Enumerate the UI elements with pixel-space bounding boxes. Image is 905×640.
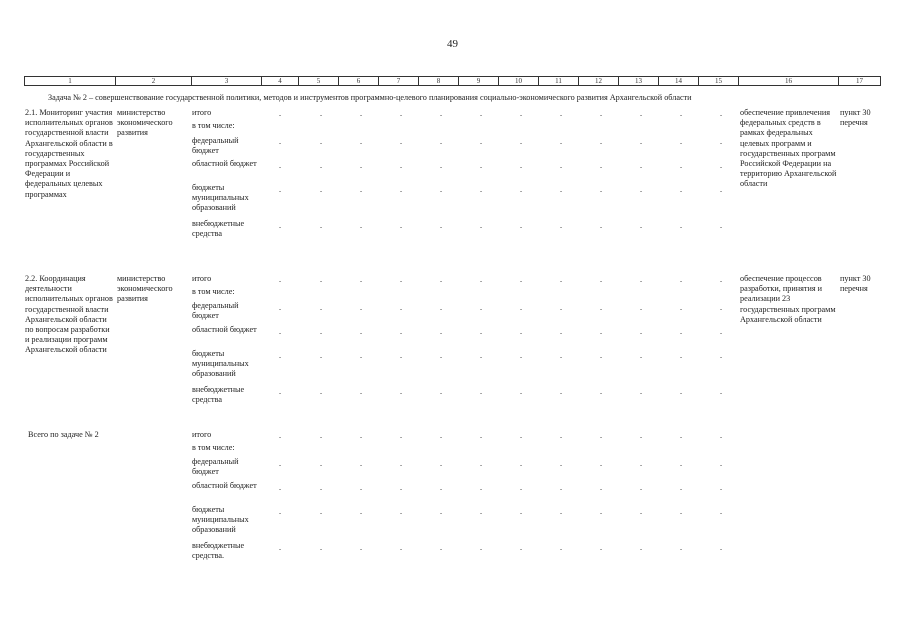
column-number-2: 2 — [116, 77, 192, 86]
source-municipal: бюджеты муниципальных образований — [192, 183, 249, 213]
empty-value-dash: - — [519, 389, 523, 397]
empty-value-dash: - — [399, 353, 403, 361]
empty-value-dash: - — [479, 223, 483, 231]
empty-value-dash: - — [599, 509, 603, 517]
empty-value-dash: - — [439, 305, 443, 313]
empty-value-dash: - — [439, 433, 443, 441]
activity-2-1: 2.1. Мониторинг участия исполнительных органов государственной власти Архангельской области в государственных программах Российской Федерации и федеральных целевых программах — [25, 108, 113, 199]
empty-value-dash: - — [479, 305, 483, 313]
empty-value-dash: - — [559, 461, 563, 469]
empty-value-dash: - — [359, 187, 363, 195]
empty-value-dash: - — [359, 277, 363, 285]
column-number-9: 9 — [459, 77, 499, 86]
source-including: в том числе: — [192, 443, 235, 452]
empty-value-dash: - — [479, 389, 483, 397]
empty-value-dash: - — [399, 187, 403, 195]
empty-value-dash: - — [599, 389, 603, 397]
empty-value-dash: - — [479, 461, 483, 469]
empty-value-dash: - — [599, 223, 603, 231]
empty-value-dash: - — [439, 277, 443, 285]
empty-value-dash: - — [479, 163, 483, 171]
empty-value-dash: - — [319, 353, 323, 361]
empty-value-dash: - — [599, 139, 603, 147]
task-total-label: Всего по задаче № 2 — [28, 430, 99, 439]
column-number-6: 6 — [339, 77, 379, 86]
empty-value-dash: - — [639, 389, 643, 397]
column-number-11: 11 — [539, 77, 579, 86]
empty-value-dash: - — [319, 139, 323, 147]
empty-value-dash: - — [719, 545, 723, 553]
empty-value-dash: - — [679, 139, 683, 147]
source-municipal: бюджеты муниципальных образований — [192, 505, 249, 535]
empty-value-dash: - — [278, 187, 282, 195]
column-number-header-row — [24, 76, 881, 86]
empty-value-dash: - — [439, 509, 443, 517]
column-number-14: 14 — [659, 77, 699, 86]
column-number-12: 12 — [579, 77, 619, 86]
empty-value-dash: - — [399, 329, 403, 337]
empty-value-dash: - — [719, 485, 723, 493]
empty-value-dash: - — [719, 111, 723, 119]
column-number-8: 8 — [419, 77, 459, 86]
empty-value-dash: - — [639, 111, 643, 119]
empty-value-dash: - — [639, 277, 643, 285]
empty-value-dash: - — [278, 139, 282, 147]
empty-value-dash: - — [278, 433, 282, 441]
empty-value-dash: - — [639, 509, 643, 517]
empty-value-dash: - — [679, 305, 683, 313]
empty-value-dash: - — [359, 353, 363, 361]
empty-value-dash: - — [359, 329, 363, 337]
column-number-5: 5 — [299, 77, 339, 86]
empty-value-dash: - — [599, 305, 603, 313]
empty-value-dash: - — [639, 353, 643, 361]
empty-value-dash: - — [319, 277, 323, 285]
empty-value-dash: - — [479, 329, 483, 337]
empty-value-dash: - — [439, 223, 443, 231]
column-number-3: 3 — [192, 77, 262, 86]
result-2-2: обеспечение процессов разработки, принятия и реализации 23 государственных программ Архангельской области — [740, 274, 836, 324]
empty-value-dash: - — [319, 305, 323, 313]
empty-value-dash: - — [359, 223, 363, 231]
empty-value-dash: - — [399, 509, 403, 517]
empty-value-dash: - — [479, 433, 483, 441]
empty-value-dash: - — [679, 433, 683, 441]
empty-value-dash: - — [359, 305, 363, 313]
source-extrabudgetary: внебюджетные средства — [192, 219, 245, 239]
empty-value-dash: - — [519, 353, 523, 361]
empty-value-dash: - — [439, 187, 443, 195]
empty-value-dash: - — [278, 353, 282, 361]
source-federal: федеральный бюджет — [192, 301, 239, 321]
empty-value-dash: - — [719, 277, 723, 285]
source-regional: областной бюджет — [192, 325, 257, 334]
empty-value-dash: - — [439, 353, 443, 361]
empty-value-dash: - — [719, 353, 723, 361]
activity-2-2: 2.2. Координация деятельности исполнительных органов государственной власти Архангельской области по вопросам разработки и реализации программ Архангельской области — [25, 274, 113, 355]
empty-value-dash: - — [679, 545, 683, 553]
empty-value-dash: - — [679, 329, 683, 337]
empty-value-dash: - — [519, 111, 523, 119]
empty-value-dash: - — [559, 329, 563, 337]
empty-value-dash: - — [399, 223, 403, 231]
empty-value-dash: - — [639, 139, 643, 147]
empty-value-dash: - — [679, 485, 683, 493]
empty-value-dash: - — [278, 111, 282, 119]
empty-value-dash: - — [599, 277, 603, 285]
empty-value-dash: - — [319, 163, 323, 171]
empty-value-dash: - — [439, 485, 443, 493]
empty-value-dash: - — [399, 305, 403, 313]
empty-value-dash: - — [319, 485, 323, 493]
empty-value-dash: - — [639, 461, 643, 469]
empty-value-dash: - — [719, 139, 723, 147]
empty-value-dash: - — [559, 433, 563, 441]
empty-value-dash: - — [359, 433, 363, 441]
empty-value-dash: - — [599, 461, 603, 469]
source-regional: областной бюджет — [192, 481, 257, 490]
empty-value-dash: - — [719, 329, 723, 337]
empty-value-dash: - — [359, 139, 363, 147]
empty-value-dash: - — [559, 223, 563, 231]
empty-value-dash: - — [319, 509, 323, 517]
column-number-13: 13 — [619, 77, 659, 86]
empty-value-dash: - — [679, 353, 683, 361]
empty-value-dash: - — [359, 509, 363, 517]
empty-value-dash: - — [399, 485, 403, 493]
empty-value-dash: - — [639, 187, 643, 195]
empty-value-dash: - — [359, 545, 363, 553]
empty-value-dash: - — [278, 277, 282, 285]
empty-value-dash: - — [479, 111, 483, 119]
empty-value-dash: - — [278, 485, 282, 493]
empty-value-dash: - — [319, 461, 323, 469]
empty-value-dash: - — [559, 163, 563, 171]
empty-value-dash: - — [439, 545, 443, 553]
executor-2-2: министерство экономического развития — [117, 274, 173, 304]
empty-value-dash: - — [278, 329, 282, 337]
empty-value-dash: - — [679, 461, 683, 469]
empty-value-dash: - — [479, 353, 483, 361]
empty-value-dash: - — [559, 305, 563, 313]
empty-value-dash: - — [519, 461, 523, 469]
empty-value-dash: - — [639, 329, 643, 337]
empty-value-dash: - — [639, 485, 643, 493]
empty-value-dash: - — [359, 485, 363, 493]
empty-value-dash: - — [519, 163, 523, 171]
empty-value-dash: - — [439, 111, 443, 119]
source-including: в том числе: — [192, 121, 235, 130]
column-number-15: 15 — [699, 77, 739, 86]
empty-value-dash: - — [519, 305, 523, 313]
column-number-16: 16 — [739, 77, 839, 86]
empty-value-dash: - — [399, 389, 403, 397]
empty-value-dash: - — [559, 139, 563, 147]
source-federal: федеральный бюджет — [192, 136, 239, 156]
empty-value-dash: - — [319, 389, 323, 397]
empty-value-dash: - — [399, 111, 403, 119]
empty-value-dash: - — [599, 545, 603, 553]
column-number-1: 1 — [25, 77, 116, 86]
empty-value-dash: - — [719, 187, 723, 195]
empty-value-dash: - — [479, 139, 483, 147]
empty-value-dash: - — [519, 509, 523, 517]
task-heading: Задача № 2 – совершенствование государственной политики, методов и инструментов программно-целевого планирования социально-экономического развития Архангельской области — [48, 93, 692, 102]
empty-value-dash: - — [519, 329, 523, 337]
source-municipal: бюджеты муниципальных образований — [192, 349, 249, 379]
empty-value-dash: - — [559, 389, 563, 397]
empty-value-dash: - — [359, 111, 363, 119]
executor-2-1: министерство экономического развития — [117, 108, 173, 138]
empty-value-dash: - — [479, 485, 483, 493]
empty-value-dash: - — [599, 353, 603, 361]
empty-value-dash: - — [519, 187, 523, 195]
empty-value-dash: - — [359, 461, 363, 469]
empty-value-dash: - — [278, 545, 282, 553]
column-number-10: 10 — [499, 77, 539, 86]
empty-value-dash: - — [719, 305, 723, 313]
empty-value-dash: - — [399, 139, 403, 147]
empty-value-dash: - — [519, 139, 523, 147]
empty-value-dash: - — [278, 223, 282, 231]
empty-value-dash: - — [519, 433, 523, 441]
empty-value-dash: - — [639, 305, 643, 313]
empty-value-dash: - — [679, 223, 683, 231]
empty-value-dash: - — [439, 389, 443, 397]
empty-value-dash: - — [479, 187, 483, 195]
source-including: в том числе: — [192, 287, 235, 296]
source-federal: федеральный бюджет — [192, 457, 239, 477]
empty-value-dash: - — [479, 277, 483, 285]
empty-value-dash: - — [479, 545, 483, 553]
empty-value-dash: - — [399, 433, 403, 441]
empty-value-dash: - — [559, 187, 563, 195]
column-number-4: 4 — [262, 77, 299, 86]
empty-value-dash: - — [679, 111, 683, 119]
empty-value-dash: - — [278, 305, 282, 313]
source-total: итого — [192, 430, 212, 439]
column-number-7: 7 — [379, 77, 419, 86]
empty-value-dash: - — [599, 187, 603, 195]
empty-value-dash: - — [319, 223, 323, 231]
empty-value-dash: - — [319, 433, 323, 441]
empty-value-dash: - — [359, 163, 363, 171]
empty-value-dash: - — [319, 111, 323, 119]
empty-value-dash: - — [719, 433, 723, 441]
empty-value-dash: - — [439, 461, 443, 469]
empty-value-dash: - — [639, 163, 643, 171]
page-number: 49 — [447, 38, 458, 50]
empty-value-dash: - — [599, 433, 603, 441]
empty-value-dash: - — [599, 329, 603, 337]
empty-value-dash: - — [439, 163, 443, 171]
source-total: итого — [192, 108, 212, 117]
empty-value-dash: - — [559, 277, 563, 285]
empty-value-dash: - — [639, 223, 643, 231]
empty-value-dash: - — [319, 545, 323, 553]
empty-value-dash: - — [559, 485, 563, 493]
result-2-1: обеспечение привлечения федеральных средств в рамках федеральных целевых программ и государственных программ Российской Федерации на территорию Архангельской области — [740, 108, 837, 189]
basis-2-2: пункт 30 перечня — [840, 274, 871, 294]
empty-value-dash: - — [439, 139, 443, 147]
empty-value-dash: - — [679, 277, 683, 285]
empty-value-dash: - — [639, 545, 643, 553]
empty-value-dash: - — [519, 545, 523, 553]
empty-value-dash: - — [679, 187, 683, 195]
empty-value-dash: - — [559, 111, 563, 119]
empty-value-dash: - — [359, 389, 363, 397]
empty-value-dash: - — [679, 389, 683, 397]
empty-value-dash: - — [719, 223, 723, 231]
empty-value-dash: - — [519, 485, 523, 493]
empty-value-dash: - — [599, 485, 603, 493]
empty-value-dash: - — [439, 329, 443, 337]
empty-value-dash: - — [319, 187, 323, 195]
empty-value-dash: - — [519, 223, 523, 231]
empty-value-dash: - — [399, 461, 403, 469]
source-regional: областной бюджет — [192, 159, 257, 168]
column-number-17: 17 — [839, 77, 881, 86]
empty-value-dash: - — [399, 545, 403, 553]
empty-value-dash: - — [719, 509, 723, 517]
empty-value-dash: - — [278, 389, 282, 397]
empty-value-dash: - — [278, 461, 282, 469]
empty-value-dash: - — [399, 163, 403, 171]
empty-value-dash: - — [679, 509, 683, 517]
empty-value-dash: - — [719, 461, 723, 469]
empty-value-dash: - — [599, 111, 603, 119]
empty-value-dash: - — [519, 277, 523, 285]
empty-value-dash: - — [479, 509, 483, 517]
empty-value-dash: - — [599, 163, 603, 171]
empty-value-dash: - — [719, 389, 723, 397]
source-extrabudgetary: внебюджетные средства. — [192, 541, 245, 561]
empty-value-dash: - — [278, 509, 282, 517]
empty-value-dash: - — [278, 163, 282, 171]
empty-value-dash: - — [679, 163, 683, 171]
basis-2-1: пункт 30 перечня — [840, 108, 871, 128]
empty-value-dash: - — [399, 277, 403, 285]
empty-value-dash: - — [559, 545, 563, 553]
empty-value-dash: - — [319, 329, 323, 337]
empty-value-dash: - — [559, 353, 563, 361]
empty-value-dash: - — [639, 433, 643, 441]
empty-value-dash: - — [559, 509, 563, 517]
empty-value-dash: - — [719, 163, 723, 171]
source-total: итого — [192, 274, 212, 283]
source-extrabudgetary: внебюджетные средства — [192, 385, 245, 405]
